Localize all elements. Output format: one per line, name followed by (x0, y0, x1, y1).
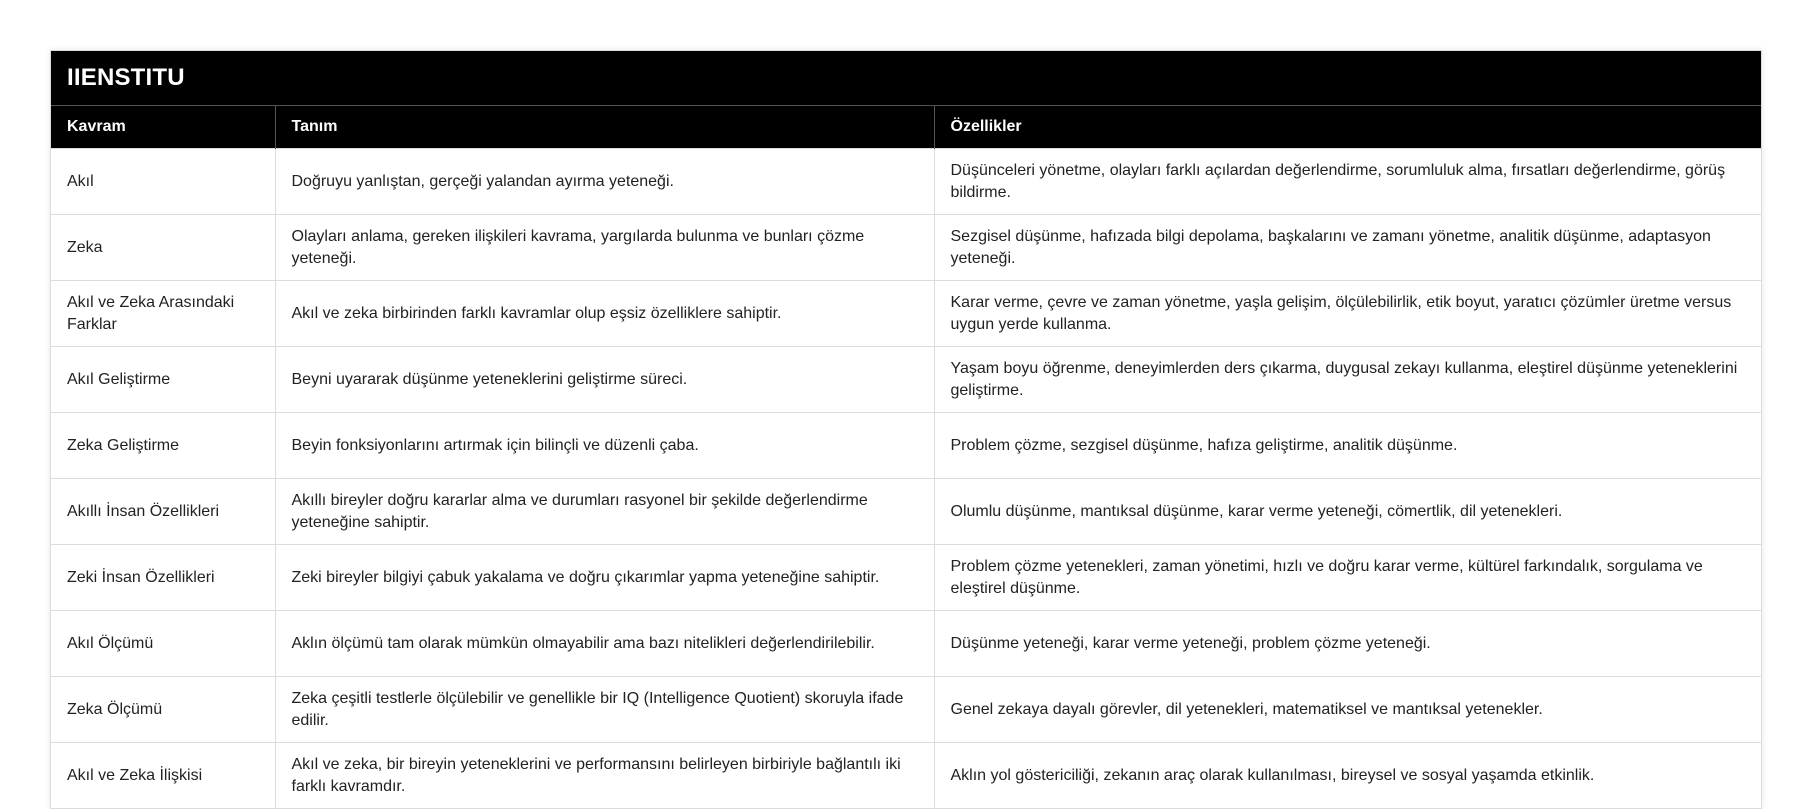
cell-tanim: Aklın ölçümü tam olarak mümkün olmayabilir ama bazı nitelikleri değerlendirilebilir. (275, 611, 934, 677)
cell-kavram: Zeka (51, 215, 275, 281)
cell-kavram: Zeki İnsan Özellikleri (51, 545, 275, 611)
column-header-tanim: Tanım (275, 106, 934, 149)
brand-title: IIENSTITU (51, 51, 1761, 106)
column-header-ozellikler: Özellikler (934, 106, 1761, 149)
column-header-kavram: Kavram (51, 106, 275, 149)
cell-tanim: Doğruyu yanlıştan, gerçeği yalandan ayırma yeteneği. (275, 149, 934, 215)
cell-ozellikler: Problem çözme yetenekleri, zaman yönetimi, hızlı ve doğru karar verme, kültürel farkındalık, sorgulama ve eleştirel düşünme. (934, 545, 1761, 611)
cell-kavram: Akıl ve Zeka Arasındaki Farklar (51, 281, 275, 347)
concept-table (51, 106, 1761, 808)
cell-tanim: Akıllı bireyler doğru kararlar alma ve durumları rasyonel bir şekilde değerlendirme yeteneğine sahiptir. (275, 479, 934, 545)
table-row (51, 479, 1761, 545)
table-row (51, 545, 1761, 611)
table-row (51, 149, 1761, 215)
table-row (51, 347, 1761, 413)
table-row (51, 677, 1761, 743)
cell-tanim: Akıl ve zeka birbirinden farklı kavramlar olup eşsiz özelliklere sahiptir. (275, 281, 934, 347)
cell-kavram: Akıl Geliştirme (51, 347, 275, 413)
cell-tanim: Zeka çeşitli testlerle ölçülebilir ve genellikle bir IQ (Intelligence Quotient) skoruyla ifade edilir. (275, 677, 934, 743)
cell-ozellikler: Aklın yol göstericiliği, zekanın araç olarak kullanılması, bireysel ve sosyal yaşamda etkinlik. (934, 743, 1761, 809)
table-row (51, 743, 1761, 809)
cell-kavram: Zeka Geliştirme (51, 413, 275, 479)
cell-ozellikler: Yaşam boyu öğrenme, deneyimlerden ders çıkarma, duygusal zekayı kullanma, eleştirel düşünme yeteneklerini geliştirme. (934, 347, 1761, 413)
cell-ozellikler: Düşünme yeteneği, karar verme yeteneği, problem çözme yeteneği. (934, 611, 1761, 677)
cell-kavram: Akıl (51, 149, 275, 215)
cell-ozellikler: Karar verme, çevre ve zaman yönetme, yaşla gelişim, ölçülebilirlik, etik boyut, yaratıcı çözümler üretme versus uygun yerde kullanma. (934, 281, 1761, 347)
table-row (51, 413, 1761, 479)
cell-kavram: Zeka Ölçümü (51, 677, 275, 743)
table-row (51, 611, 1761, 677)
cell-tanim: Olayları anlama, gereken ilişkileri kavrama, yargılarda bulunma ve bunları çözme yeteneği. (275, 215, 934, 281)
cell-kavram: Akıl ve Zeka İlişkisi (51, 743, 275, 809)
cell-tanim: Beyin fonksiyonlarını artırmak için bilinçli ve düzenli çaba. (275, 413, 934, 479)
cell-ozellikler: Problem çözme, sezgisel düşünme, hafıza geliştirme, analitik düşünme. (934, 413, 1761, 479)
cell-ozellikler: Genel zekaya dayalı görevler, dil yetenekleri, matematiksel ve mantıksal yetenekler. (934, 677, 1761, 743)
cell-ozellikler: Sezgisel düşünme, hafızada bilgi depolama, başkalarını ve zamanı yönetme, analitik düşünme, adaptasyon yeteneği. (934, 215, 1761, 281)
cell-kavram: Akıl Ölçümü (51, 611, 275, 677)
table-header-row (51, 106, 1761, 149)
table-row (51, 281, 1761, 347)
cell-tanim: Zeki bireyler bilgiyi çabuk yakalama ve doğru çıkarımlar yapma yeteneğine sahiptir. (275, 545, 934, 611)
cell-kavram: Akıllı İnsan Özellikleri (51, 479, 275, 545)
cell-tanim: Beyni uyararak düşünme yeteneklerini geliştirme süreci. (275, 347, 934, 413)
table-row (51, 215, 1761, 281)
cell-ozellikler: Düşünceleri yönetme, olayları farklı açılardan değerlendirme, sorumluluk alma, fırsatları değerlendirme, görüş bildirme. (934, 149, 1761, 215)
concept-table-card (50, 50, 1762, 809)
cell-ozellikler: Olumlu düşünme, mantıksal düşünme, karar verme yeteneği, cömertlik, dil yetenekleri. (934, 479, 1761, 545)
cell-tanim: Akıl ve zeka, bir bireyin yeteneklerini ve performansını belirleyen birbiriyle bağlantılı iki farklı kavramdır. (275, 743, 934, 809)
